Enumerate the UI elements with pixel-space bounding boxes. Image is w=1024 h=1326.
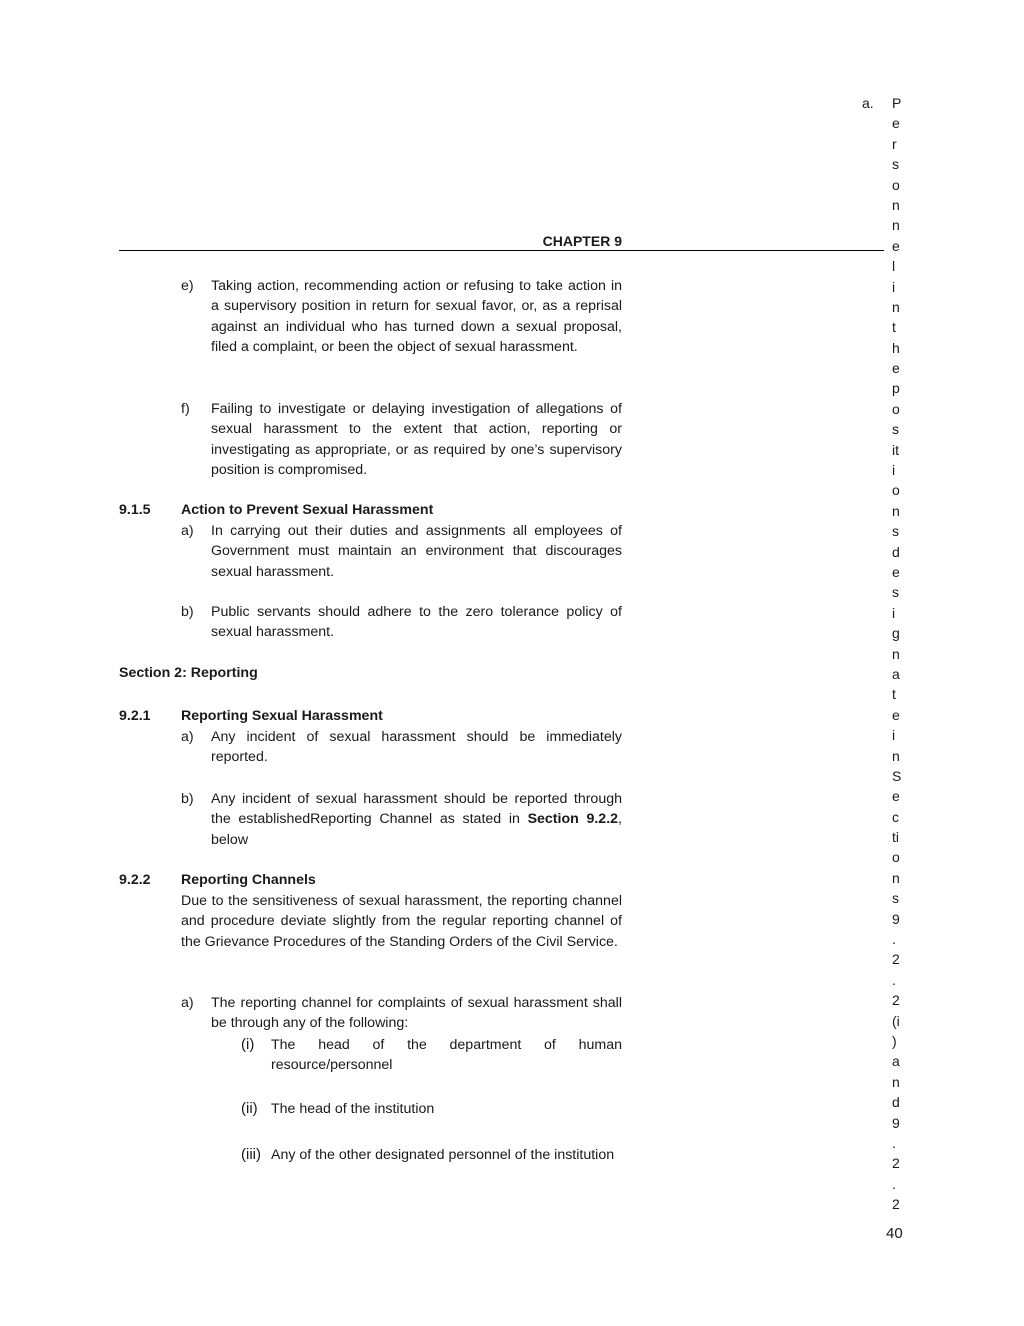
- section-2-heading: Section 2: Reporting: [119, 665, 258, 681]
- side-note-char: n: [892, 747, 900, 764]
- section-9-2-2-intro: Due to the sensitiveness of sexual harassment, the reporting channel and procedure deviate slightly from the regular reporting channel of the Grievance Procedures of the Standing Orders of the Civil Service.: [181, 893, 622, 950]
- side-note-char: t: [892, 686, 896, 703]
- side-note-char: c: [892, 808, 899, 825]
- section-reference-link-text: Section 9.2.2: [527, 811, 619, 828]
- side-note-char: .: [892, 1134, 896, 1151]
- side-note-char: i: [892, 727, 896, 744]
- side-note-char: 9: [892, 1114, 900, 1131]
- item-915b-text: Public servants should adhere to the zero tolerance policy of sexual harassment.: [211, 604, 622, 641]
- side-note-char: s: [892, 584, 899, 601]
- side-note-char: t: [892, 319, 896, 336]
- item-922a-label: a): [181, 995, 194, 1011]
- sub-item-i-label: (i): [241, 1036, 255, 1053]
- section-heading-9-2-1: Reporting Sexual Harassment: [181, 708, 383, 724]
- side-note-char: 9: [892, 910, 900, 927]
- side-note-char: o: [892, 482, 900, 499]
- side-note-char: 2: [892, 1155, 900, 1172]
- side-note-char: 2: [892, 951, 900, 968]
- section-number-9-1-5: 9.1.5: [119, 502, 151, 518]
- side-note-label: a.: [862, 95, 874, 111]
- item-915b-label: b): [181, 604, 194, 620]
- item-921b-label: b): [181, 791, 194, 807]
- side-note-char: .: [892, 931, 896, 948]
- side-note-char: ): [892, 1032, 897, 1049]
- side-note-char: o: [892, 849, 900, 866]
- chapter-heading: CHAPTER 9: [542, 233, 622, 249]
- side-note-char: r: [892, 135, 897, 152]
- side-note-char: i: [892, 462, 896, 479]
- side-note-char: a: [892, 665, 900, 682]
- sub-item-i-text: The head of the department of human resource/personnel: [271, 1037, 622, 1074]
- item-915a-label: a): [181, 523, 194, 539]
- side-note-char: s: [892, 523, 899, 540]
- side-note-char: o: [892, 400, 900, 417]
- side-note-char: s: [892, 156, 899, 173]
- side-note-char: .: [892, 1175, 896, 1192]
- sub-item-ii-text: The head of the institution: [271, 1101, 435, 1117]
- side-note-char: s: [892, 890, 899, 907]
- side-note-char: n: [892, 645, 900, 662]
- side-note-char: n: [892, 196, 900, 213]
- side-note-char: n: [892, 869, 900, 886]
- side-note-char: e: [892, 788, 900, 805]
- side-note-char: it: [892, 441, 899, 458]
- side-note-char: e: [892, 115, 900, 132]
- side-note-char: i: [892, 278, 896, 295]
- section-heading-9-1-5: Action to Prevent Sexual Harassment: [181, 502, 434, 518]
- side-note-char: d: [892, 543, 900, 560]
- page-number: 40: [886, 1225, 903, 1242]
- side-note-char: e: [892, 563, 900, 580]
- side-note-char: p: [892, 380, 900, 397]
- sub-item-iii-text: Any of the other designated personnel of the institution: [271, 1147, 615, 1163]
- side-note-char: 2: [892, 992, 900, 1009]
- item-f-text: Failing to investigate or delaying investigation of allegations of sexual harassment to the extent that action, reporting or investigating as appropriate, or as required by one’s supervisory position is compromised.: [211, 401, 622, 479]
- item-e-text: Taking action, recommending action or refusing to take action in a supervisory position in return for sexual favor, or, as a reprisal against an individual who has turned down a sexual proposal, filed a complaint, or been the object of sexual harassment.: [211, 278, 622, 356]
- item-921b-text-pre: Any incident of sexual harassment should be reported through the establishedReporting Channel as stated in: [211, 791, 622, 828]
- item-f-label: f): [181, 401, 190, 417]
- side-note-char: S: [892, 767, 902, 784]
- side-note-char: n: [892, 502, 900, 519]
- item-915a-text: In carrying out their duties and assignments all employees of Government must maintain an environment that discourages sexual harassment.: [211, 523, 622, 580]
- side-note-char: (i: [892, 1012, 900, 1029]
- side-note-char: n: [892, 1073, 900, 1090]
- side-note-char: 2: [892, 1196, 900, 1213]
- side-note-char: d: [892, 1094, 900, 1111]
- item-921a-label: a): [181, 729, 194, 745]
- side-note-char: g: [892, 625, 900, 642]
- sub-item-iii-label: (iii): [241, 1146, 261, 1163]
- side-note-char: i: [892, 604, 896, 621]
- section-number-9-2-1: 9.2.1: [119, 708, 151, 724]
- section-number-9-2-2: 9.2.2: [119, 872, 151, 888]
- item-e-label: e): [181, 278, 194, 294]
- item-921b-text: [211, 789, 622, 850]
- side-note-char: h: [892, 339, 900, 356]
- side-note-char: n: [892, 217, 900, 234]
- side-note-char: e: [892, 706, 900, 723]
- side-note-char: s: [892, 421, 899, 438]
- item-922a-text: The reporting channel for complaints of sexual harassment shall be through any of the following:: [211, 995, 622, 1032]
- side-note-char: o: [892, 176, 900, 193]
- side-note-char: a: [892, 1053, 900, 1070]
- side-note-char: .: [892, 971, 896, 988]
- item-921a-text: Any incident of sexual harassment should be immediately reported.: [211, 729, 622, 766]
- side-note-char: e: [892, 237, 900, 254]
- side-note-char: ti: [892, 829, 899, 846]
- sub-item-ii-label: (ii): [241, 1100, 258, 1117]
- header-rule: [119, 250, 884, 251]
- item-921b-text-post: , below: [211, 811, 622, 848]
- side-note-char: l: [892, 258, 896, 275]
- section-heading-9-2-2: Reporting Channels: [181, 872, 316, 888]
- side-note-char: P: [892, 95, 902, 111]
- side-note-char: n: [892, 298, 900, 315]
- side-note-vertical-text: [892, 93, 916, 1214]
- side-note-char: e: [892, 360, 900, 377]
